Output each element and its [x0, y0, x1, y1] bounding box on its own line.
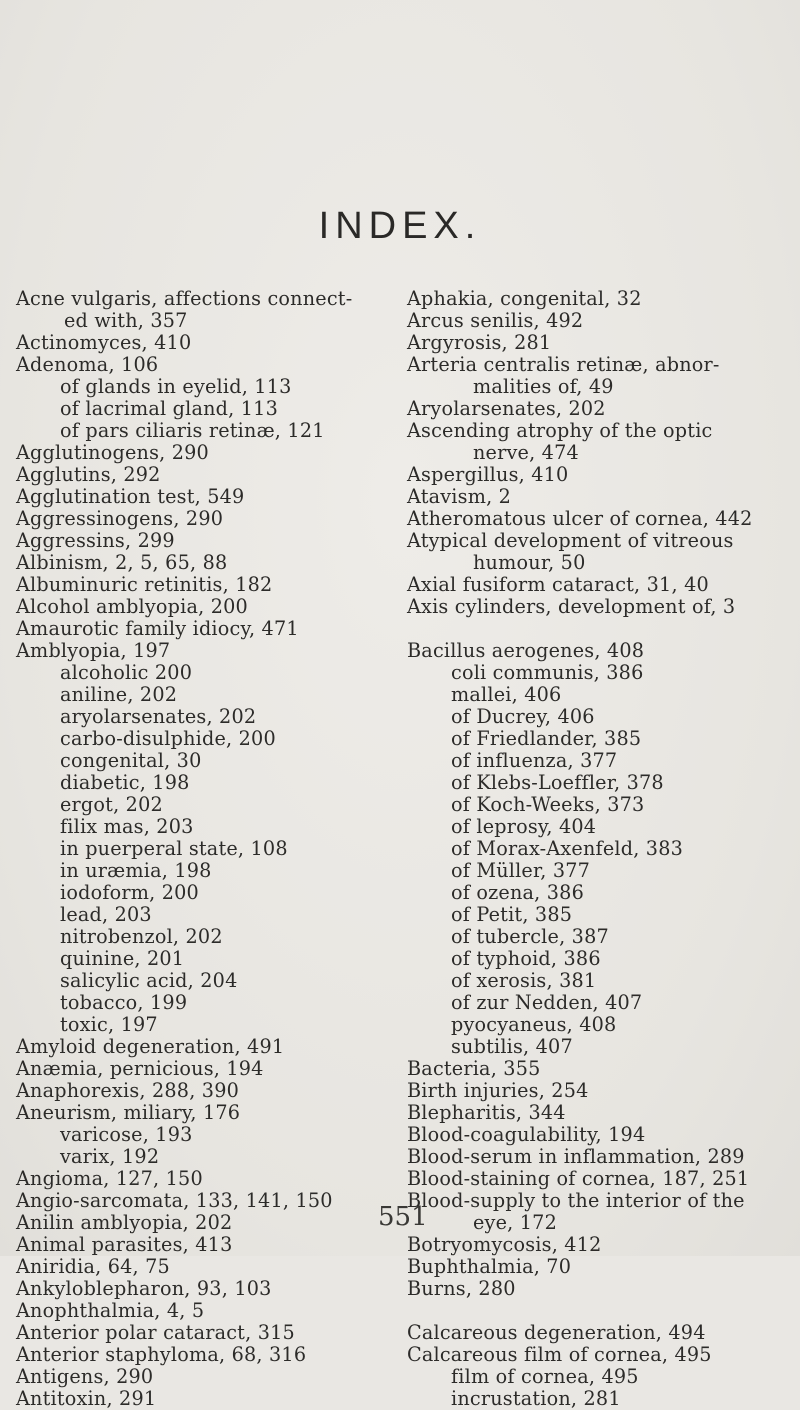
index-entry: Agglutinogens, 290 — [16, 441, 209, 464]
index-subentry: of leprosy, 404 — [451, 815, 597, 838]
index-subentry: iodoform, 200 — [60, 881, 199, 904]
page-title: INDEX. — [318, 205, 482, 247]
index-subentry: pyocyaneus, 408 — [451, 1013, 617, 1036]
index-entry: Aryolarsenates, 202 — [407, 397, 606, 420]
index-entry: Buphthalmia, 70 — [407, 1255, 572, 1278]
index-subentry: of Ducrey, 406 — [451, 705, 595, 728]
index-subentry: of Morax-Axenfeld, 383 — [451, 837, 684, 860]
index-subentry: of lacrimal gland, 113 — [60, 397, 278, 420]
index-entry: Calcareous film of cornea, 495 — [407, 1343, 712, 1366]
index-entry: Botryomycosis, 412 — [407, 1233, 602, 1256]
index-entry: Aneurism, miliary, 176 — [16, 1101, 241, 1124]
index-entry: Blood-staining of cornea, 187, 251 — [407, 1167, 750, 1190]
index-subentry: varix, 192 — [60, 1145, 160, 1168]
index-entry: Adenoma, 106 — [16, 353, 159, 376]
index-subentry: of zur Nedden, 407 — [451, 991, 643, 1014]
index-subentry: of Müller, 377 — [451, 859, 591, 882]
index-entry: Calcareous degeneration, 494 — [407, 1321, 706, 1344]
index-entry: Antitoxin, 291 — [16, 1387, 157, 1410]
index-entry: Agglutins, 292 — [16, 463, 161, 486]
index-subentry: tobacco, 199 — [60, 991, 188, 1014]
index-entry: Bacillus aerogenes, 408 — [407, 639, 645, 662]
index-subentry: malities of, 49 — [473, 375, 614, 398]
index-entry: Ankyloblepharon, 93, 103 — [16, 1277, 272, 1300]
index-entry: Anæmia, pernicious, 194 — [16, 1057, 264, 1080]
index-subentry: ed with, 357 — [64, 309, 188, 332]
index-entry: Axis cylinders, development of, 3 — [407, 595, 736, 618]
index-subentry: of Petit, 385 — [451, 903, 573, 926]
index-entry: Aniridia, 64, 75 — [16, 1255, 170, 1278]
index-entry: Actinomyces, 410 — [16, 331, 192, 354]
index-subentry: of glands in eyelid, 113 — [60, 375, 292, 398]
index-entry: Arteria centralis retinæ, abnor- — [407, 353, 720, 376]
index-entry: Blood-serum in inflammation, 289 — [407, 1145, 745, 1168]
index-subentry: congenital, 30 — [60, 749, 202, 772]
index-subentry: film of cornea, 495 — [451, 1365, 639, 1388]
index-column-left — [16, 288, 396, 1410]
index-entry: Anterior polar cataract, 315 — [16, 1321, 295, 1344]
index-entry: Arcus senilis, 492 — [407, 309, 584, 332]
index-subentry: of Friedlander, 385 — [451, 727, 642, 750]
index-entry: Anaphorexis, 288, 390 — [16, 1079, 240, 1102]
index-subentry: of pars ciliaris retinæ, 121 — [60, 419, 325, 442]
index-subentry: mallei, 406 — [451, 683, 562, 706]
index-subentry: filix mas, 203 — [60, 815, 194, 838]
index-entry: Blepharitis, 344 — [407, 1101, 566, 1124]
section-gap — [407, 618, 797, 640]
index-entry: Albuminuric retinitis, 182 — [16, 573, 273, 596]
index-subentry: nerve, 474 — [473, 441, 579, 464]
index-subentry: salicylic acid, 204 — [60, 969, 238, 992]
index-entry: Amyloid degeneration, 491 — [16, 1035, 285, 1058]
index-entry: Axial fusiform cataract, 31, 40 — [407, 573, 709, 596]
index-entry: Anophthalmia, 4, 5 — [16, 1299, 205, 1322]
index-entry: Anilin amblyopia, 202 — [16, 1211, 233, 1234]
index-subentry: coli communis, 386 — [451, 661, 644, 684]
index-subentry: of typhoid, 386 — [451, 947, 601, 970]
index-entry: Amaurotic family idiocy, 471 — [16, 617, 299, 640]
index-subentry: of Klebs-Loeffler, 378 — [451, 771, 664, 794]
index-entry: Albinism, 2, 5, 65, 88 — [16, 551, 228, 574]
index-entry: Aggressinogens, 290 — [16, 507, 224, 530]
index-subentry: in puerperal state, 108 — [60, 837, 288, 860]
index-entry: Atypical development of vitreous — [407, 529, 734, 552]
index-entry: Acne vulgaris, affections connect- — [16, 287, 353, 310]
index-subentry: ergot, 202 — [60, 793, 163, 816]
index-subentry: of tubercle, 387 — [451, 925, 609, 948]
index-subentry: quinine, 201 — [60, 947, 185, 970]
index-entry: Antigens, 290 — [16, 1365, 154, 1388]
index-entry: Angio-sarcomata, 133, 141, 150 — [16, 1189, 333, 1212]
index-subentry: humour, 50 — [473, 551, 586, 574]
index-entry: Anterior staphyloma, 68, 316 — [16, 1343, 307, 1366]
index-entry: Bacteria, 355 — [407, 1057, 541, 1080]
index-subentry: nitrobenzol, 202 — [60, 925, 223, 948]
index-subentry: subtilis, 407 — [451, 1035, 573, 1058]
index-subentry: incrustation, 281 — [451, 1387, 621, 1410]
index-column-right — [407, 288, 797, 1410]
index-entry: Aggressins, 299 — [16, 529, 175, 552]
index-entry: Animal parasites, 413 — [16, 1233, 233, 1256]
index-subentry: toxic, 197 — [60, 1013, 158, 1036]
index-subentry: diabetic, 198 — [60, 771, 190, 794]
index-entry: Alcohol amblyopia, 200 — [16, 595, 248, 618]
index-entry: Aphakia, congenital, 32 — [407, 287, 642, 310]
index-entry: Angioma, 127, 150 — [16, 1167, 203, 1190]
index-subentry: of ozena, 386 — [451, 881, 584, 904]
index-entry: Amblyopia, 197 — [16, 639, 171, 662]
index-entry: Ascending atrophy of the optic — [407, 419, 713, 442]
section-gap — [407, 1300, 797, 1322]
index-subentry: of Koch-Weeks, 373 — [451, 793, 645, 816]
index-subentry: alcoholic 200 — [60, 661, 193, 684]
index-entry: Blood-coagulability, 194 — [407, 1123, 646, 1146]
index-entry: Blood-supply to the interior of the — [407, 1189, 745, 1212]
page-number: 551 — [378, 1202, 428, 1232]
index-subentry: aryolarsenates, 202 — [60, 705, 257, 728]
index-subentry: of influenza, 377 — [451, 749, 618, 772]
index-entry: Atavism, 2 — [407, 485, 512, 508]
index-entry: Agglutination test, 549 — [16, 485, 245, 508]
index-subentry: varicose, 193 — [60, 1123, 193, 1146]
index-entry: Argyrosis, 281 — [407, 331, 552, 354]
index-subentry: carbo-disulphide, 200 — [60, 727, 276, 750]
index-subentry: lead, 203 — [60, 903, 152, 926]
index-subentry: in uræmia, 198 — [60, 859, 212, 882]
index-subentry: aniline, 202 — [60, 683, 178, 706]
index-entry: Birth injuries, 254 — [407, 1079, 589, 1102]
index-entry: Burns, 280 — [407, 1277, 516, 1300]
index-entry: Aspergillus, 410 — [407, 463, 569, 486]
index-subentry: of xerosis, 381 — [451, 969, 597, 992]
index-subentry: eye, 172 — [473, 1211, 557, 1234]
index-entry: Atheromatous ulcer of cornea, 442 — [407, 507, 753, 530]
